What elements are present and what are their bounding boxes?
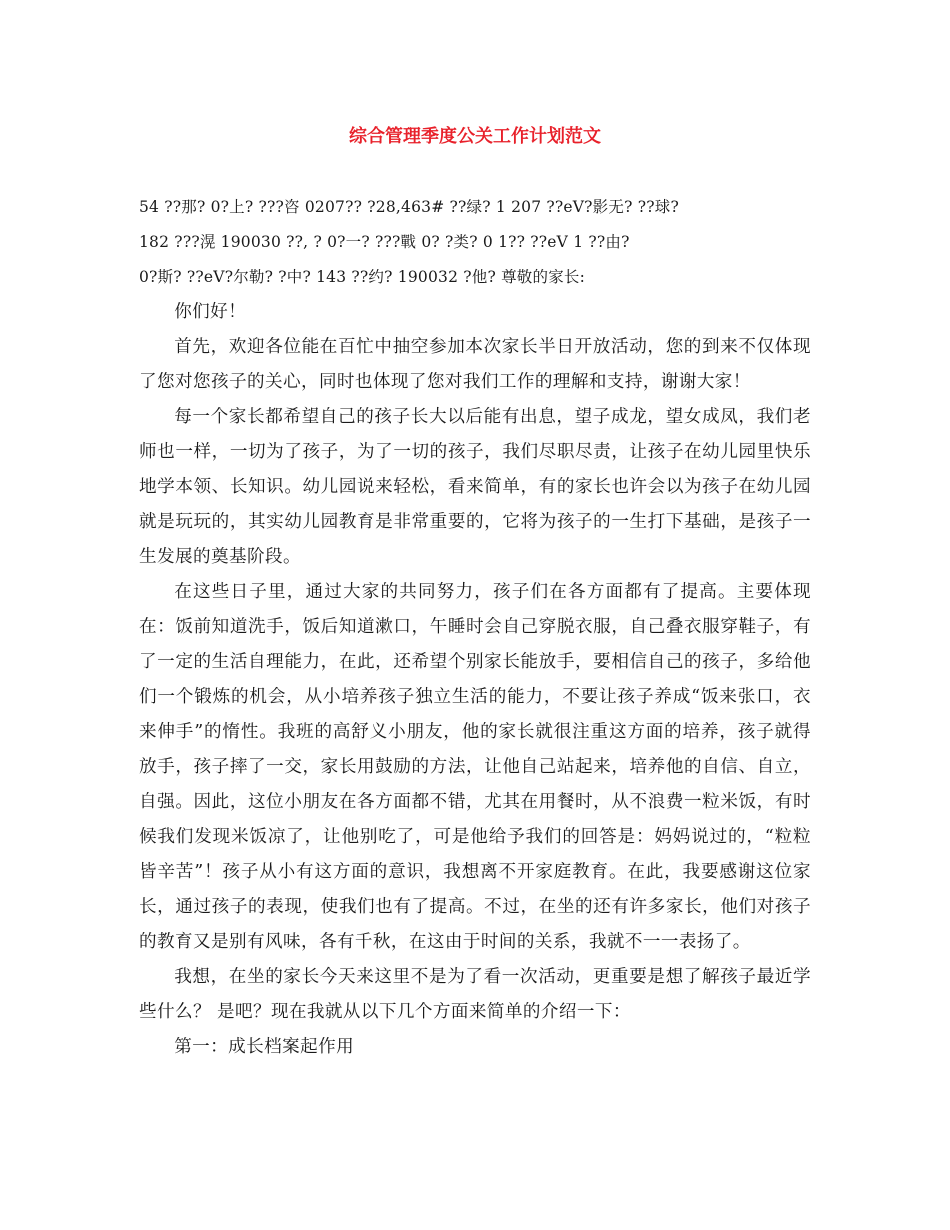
- garbled-text-line: 182 ???滉 190030 ??, ? 0?一? ???戰 0? ?类? 0 1?? ??eV 1 ??由?: [139, 233, 630, 251]
- progress-paragraph: 在这些日子里，通过大家的共同努力，孩子们在各方面都有了提高。主要体现在：饭前知道洗手，饭后知道漱口，午睡时会自己穿脱衣服，自己叠衣服穿鞋子，有了一定的生活自理能力，在此，还希望个别家长能放手，要相信自己的孩子，多给他们一个锻炼的机会，从小培养孩子独立生活的能力，不要让孩子养成“饭来张口，衣来伸手”的惰性。我班的高舒义小朋友，他的家长就很注重这方面的培养，孩子就得放手，孩子摔了一交，家长用鼓励的方法，让他自己站起来，培养他的自信、自立，自强。因此，这位小朋友在各方面都不错，尤其在用餐时，从不浪费一粒米饭，有时候我们发现米饭凉了，让他别吃了，可是他给予我们的回答是：妈妈说过的，“粒粒皆辛苦”！孩子从小有这方面的意识，我想离不开家庭教育。在此，我要感谢这位家长，通过孩子的表现，使我们也有了提高。不过，在坐的还有许多家长，他们对孩子的教育又是别有风味，各有千秋，在这由于时间的关系，我就不一一表扬了。: [139, 582, 811, 952]
- expectation-paragraph: 每一个家长都希望自己的孩子长大以后能有出息，望子成龙，望女成凤，我们老师也一样，一切为了孩子，为了一切的孩子，我们尽职尽责，让孩子在幼儿园里快乐地学本领、长知识。幼儿园说来轻松，看来简单，有的家长也许会以为孩子在幼儿园就是玩玩的，其实幼儿园教育是非常重要的，它将为孩子的一生打下基础，是孩子一生发展的奠基阶段。: [139, 407, 811, 567]
- document-title: 综合管理季度公关工作计划范文: [349, 126, 601, 147]
- document-body: [139, 190, 811, 1065]
- welcome-paragraph: 首先，欢迎各位能在百忙中抽空参加本次家长半日开放活动，您的到来不仅体现了您对您孩子的关心，同时也体现了您对我们工作的理解和支持，谢谢大家！: [139, 337, 811, 392]
- intro-paragraph: 我想，在坐的家长今天来这里不是为了看一次活动，更重要是想了解孩子最近学些什么？ 是吧？现在我就从以下几个方面来简单的介绍一下：: [139, 967, 811, 1022]
- section-heading: 第一：成长档案起作用: [174, 1037, 355, 1057]
- garbled-text-line: 0?斯? ??eV?尔勒? ?中? 143 ??约? 190032 ?他? 尊敬的家长:: [139, 268, 586, 286]
- garbled-text-line: 54 ??那? 0?上? ???咨 0207?? ?28,463# ??绿? 1 207 ??eV?影无? ??球?: [139, 198, 679, 216]
- greeting-paragraph: 你们好！: [174, 302, 247, 322]
